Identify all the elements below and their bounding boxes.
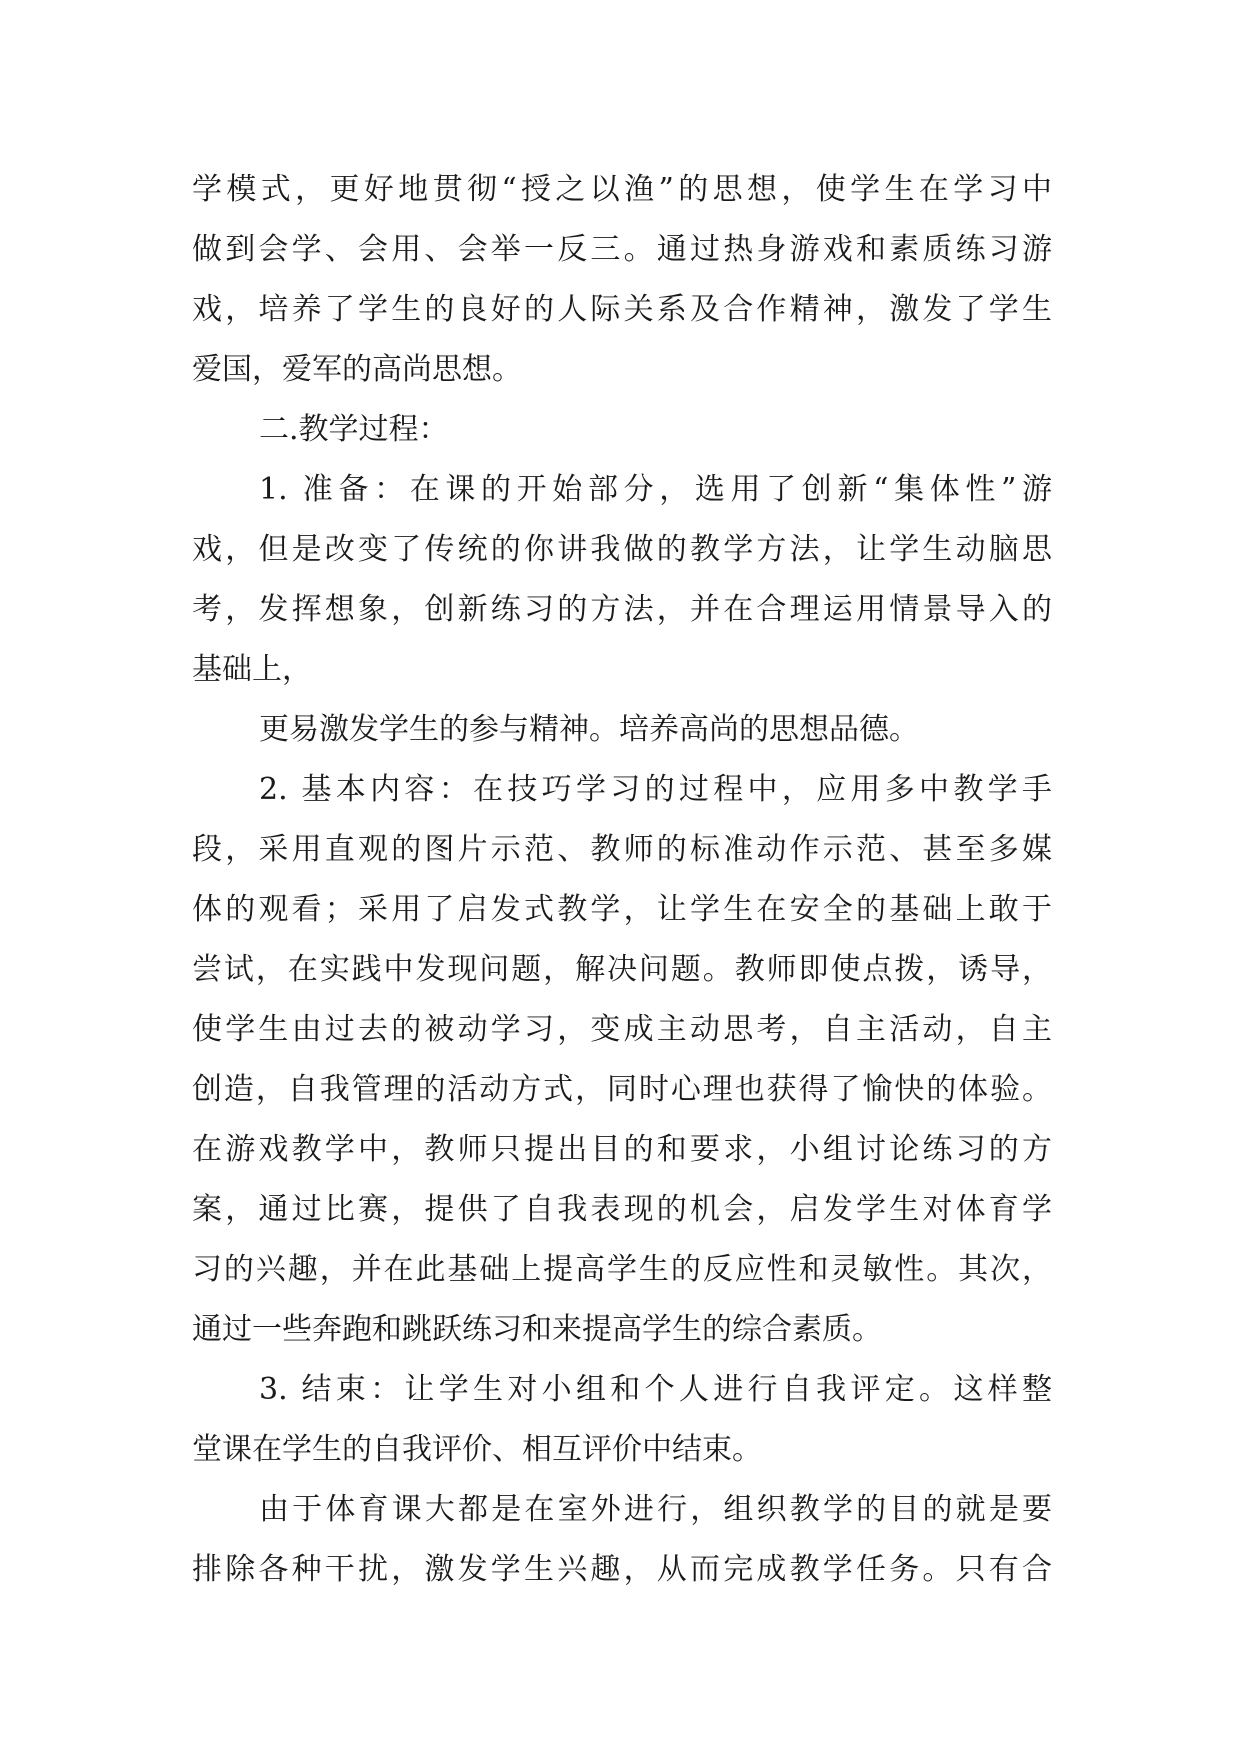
text-line: 学模式，更好地贯彻“授之以渔”的思想，使学生在学习中 <box>192 172 1052 207</box>
text-line: 二.教学过程： <box>259 412 449 447</box>
text-line: 爱国，爱军的高尚思想。 <box>192 352 522 387</box>
text-line: 排除各种干扰，激发学生兴趣，从而完成教学任务。只有合 <box>192 1552 1052 1587</box>
text-line: 尝试，在实践中发现问题，解决问题。教师即使点拨，诱导， <box>192 952 1052 987</box>
text-line: 更易激发学生的参与精神。培养高尚的思想品德。 <box>259 712 919 747</box>
text-line: 创造，自我管理的活动方式，同时心理也获得了愉快的体验。 <box>192 1072 1052 1107</box>
text-line: 基础上， <box>192 652 312 687</box>
text-line: 习的兴趣，并在此基础上提高学生的反应性和灵敏性。其次， <box>192 1252 1052 1287</box>
text-line: 做到会学、会用、会举一反三。通过热身游戏和素质练习游 <box>192 232 1052 267</box>
text-line: 段，采用直观的图片示范、教师的标准动作示范、甚至多媒 <box>192 832 1052 867</box>
text-line: 戏，但是改变了传统的你讲我做的教学方法，让学生动脑思 <box>192 532 1052 567</box>
text-line: 通过一些奔跑和跳跃练习和来提高学生的综合素质。 <box>192 1312 882 1347</box>
text-line: 考，发挥想象，创新练习的方法，并在合理运用情景导入的 <box>192 592 1052 627</box>
text-line: 体的观看；采用了启发式教学，让学生在安全的基础上敢于 <box>192 892 1052 927</box>
text-line: 2. 基本内容：在技巧学习的过程中，应用多中教学手 <box>259 772 1052 807</box>
text-line: 1. 准备：在课的开始部分，选用了创新“集体性”游 <box>259 472 1052 507</box>
text-line: 戏，培养了学生的良好的人际关系及合作精神，激发了学生 <box>192 292 1052 327</box>
text-line: 案，通过比赛，提供了自我表现的机会，启发学生对体育学 <box>192 1192 1052 1227</box>
text-line: 堂课在学生的自我评价、相互评价中结束。 <box>192 1432 762 1467</box>
body-text <box>192 160 1052 1600</box>
text-line: 使学生由过去的被动学习，变成主动思考，自主活动，自主 <box>192 1012 1052 1047</box>
text-line: 由于体育课大都是在室外进行，组织教学的目的就是要 <box>259 1492 1052 1527</box>
text-line: 3. 结束：让学生对小组和个人进行自我评定。这样整 <box>259 1372 1052 1407</box>
text-line: 在游戏教学中，教师只提出目的和要求，小组讨论练习的方 <box>192 1132 1052 1167</box>
